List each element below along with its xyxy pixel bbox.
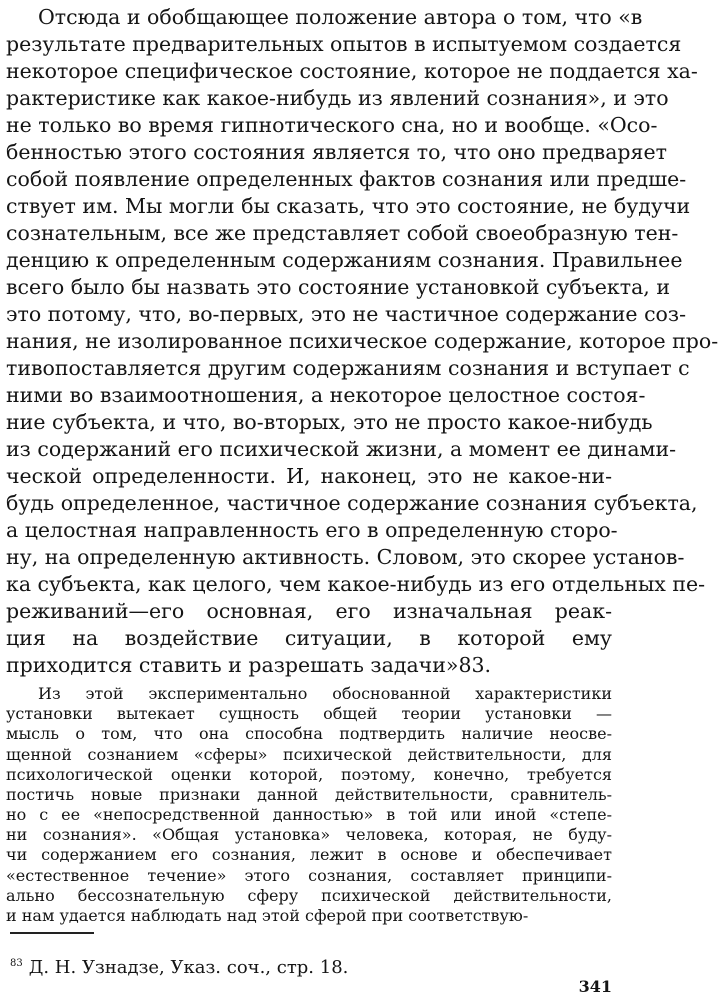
text-line: и нам удается наблюдать над этой сферой при соответствую- bbox=[6, 905, 529, 925]
text-line: мысль о том, что она способна подтвердить наличие неосве- bbox=[6, 724, 612, 744]
text-line: реживаний—его основная, его изначальная реак- bbox=[6, 599, 612, 623]
text-line: будь определенное, частичное содержание сознания субъекта, bbox=[6, 491, 698, 515]
text-line: некоторое специфическое состояние, которое не поддается ха- bbox=[6, 59, 698, 83]
text-line: бенностью этого состояния является то, что оно предваряет bbox=[6, 140, 667, 164]
text-line: ние субъекта, и что, во-вторых, это не просто какое-нибудь bbox=[6, 410, 653, 434]
footnote bbox=[10, 952, 348, 980]
text-line: но с ее «непосредственной данностью» в той или иной «степе- bbox=[6, 805, 612, 824]
text-line: приходится ставить и разрешать задачи»83. bbox=[6, 653, 492, 677]
text-line: а целостная направленность его в определенную сторо- bbox=[6, 518, 618, 542]
text-line: рактеристике как какое-нибудь из явлений сознания», и это bbox=[6, 86, 669, 110]
text-line: ними во взаимоотношения, а некоторое целостное состоя- bbox=[6, 383, 646, 407]
text-line: щенной сознанием «сферы» психической действительности, для bbox=[6, 744, 612, 764]
text-line: постичь новые признаки данной действительности, сравнитель- bbox=[6, 784, 612, 804]
text-line: ческой определенности. И, наконец, это не какое-ни- bbox=[6, 464, 612, 488]
footnote-divider bbox=[10, 932, 94, 934]
text-line: собой появление определенных фактов сознания или предше- bbox=[6, 167, 687, 191]
text-line: психологической оценки которой, поэтому, конечно, требуется bbox=[6, 764, 612, 784]
text-line: ция на воздействие ситуации, в которой ему bbox=[6, 626, 612, 650]
text-line: из содержаний его психической жизни, а момент ее динами- bbox=[6, 437, 677, 461]
text-line: это потому, что, во-первых, это не частичное содержание соз- bbox=[6, 302, 687, 326]
text-line: денцию к определенным содержаниям сознания. Правильнее bbox=[6, 248, 683, 272]
text-line: тивопоставляется другим содержаниям сознания и вступает с bbox=[6, 356, 690, 380]
text-line: «естественное течение» этого сознания, составляет принципи- bbox=[6, 865, 612, 885]
text-line: Из этой экспериментально обоснованной характеристики bbox=[38, 684, 612, 703]
text-line: ну, на определенную активность. Словом, это скорее установ- bbox=[6, 545, 685, 569]
text-line: всего было бы назвать это состояние установкой субъекта, и bbox=[6, 275, 671, 299]
page-number: 341 bbox=[578, 977, 612, 996]
text-line: результате предварительных опытов в испытуемом создается bbox=[6, 32, 682, 56]
text-line: сознательным, все же представляет собой своеобразную тен- bbox=[6, 221, 679, 245]
text-line: ствует им. Мы могли бы сказать, что это состояние, не будучи bbox=[6, 194, 691, 218]
text-line: ни сознания». «Общая установка» человека, которая, не буду- bbox=[6, 825, 612, 845]
text-line: ально бессознательную сферу психической действительности, bbox=[6, 885, 612, 905]
footnote-marker: 83 bbox=[10, 958, 23, 969]
text-line: Отсюда и обобщающее положение автора о том, что «в bbox=[38, 5, 643, 29]
text-line: ка субъекта, как целого, чем какое-нибудь из его отдельных пе- bbox=[6, 572, 706, 596]
text-line: установки вытекает сущность общей теории установки — bbox=[6, 704, 612, 724]
text-line: чи содержанием его сознания, лежит в основе и обеспечивает bbox=[6, 845, 612, 865]
text-line: нания, не изолированное психическое содержание, которое про- bbox=[6, 329, 718, 353]
text-line: не только во время гипнотического сна, но и вообще. «Осо- bbox=[6, 113, 658, 137]
footnote-text: Д. Н. Узнадзе, Указ. соч., стр. 18. bbox=[28, 957, 349, 978]
